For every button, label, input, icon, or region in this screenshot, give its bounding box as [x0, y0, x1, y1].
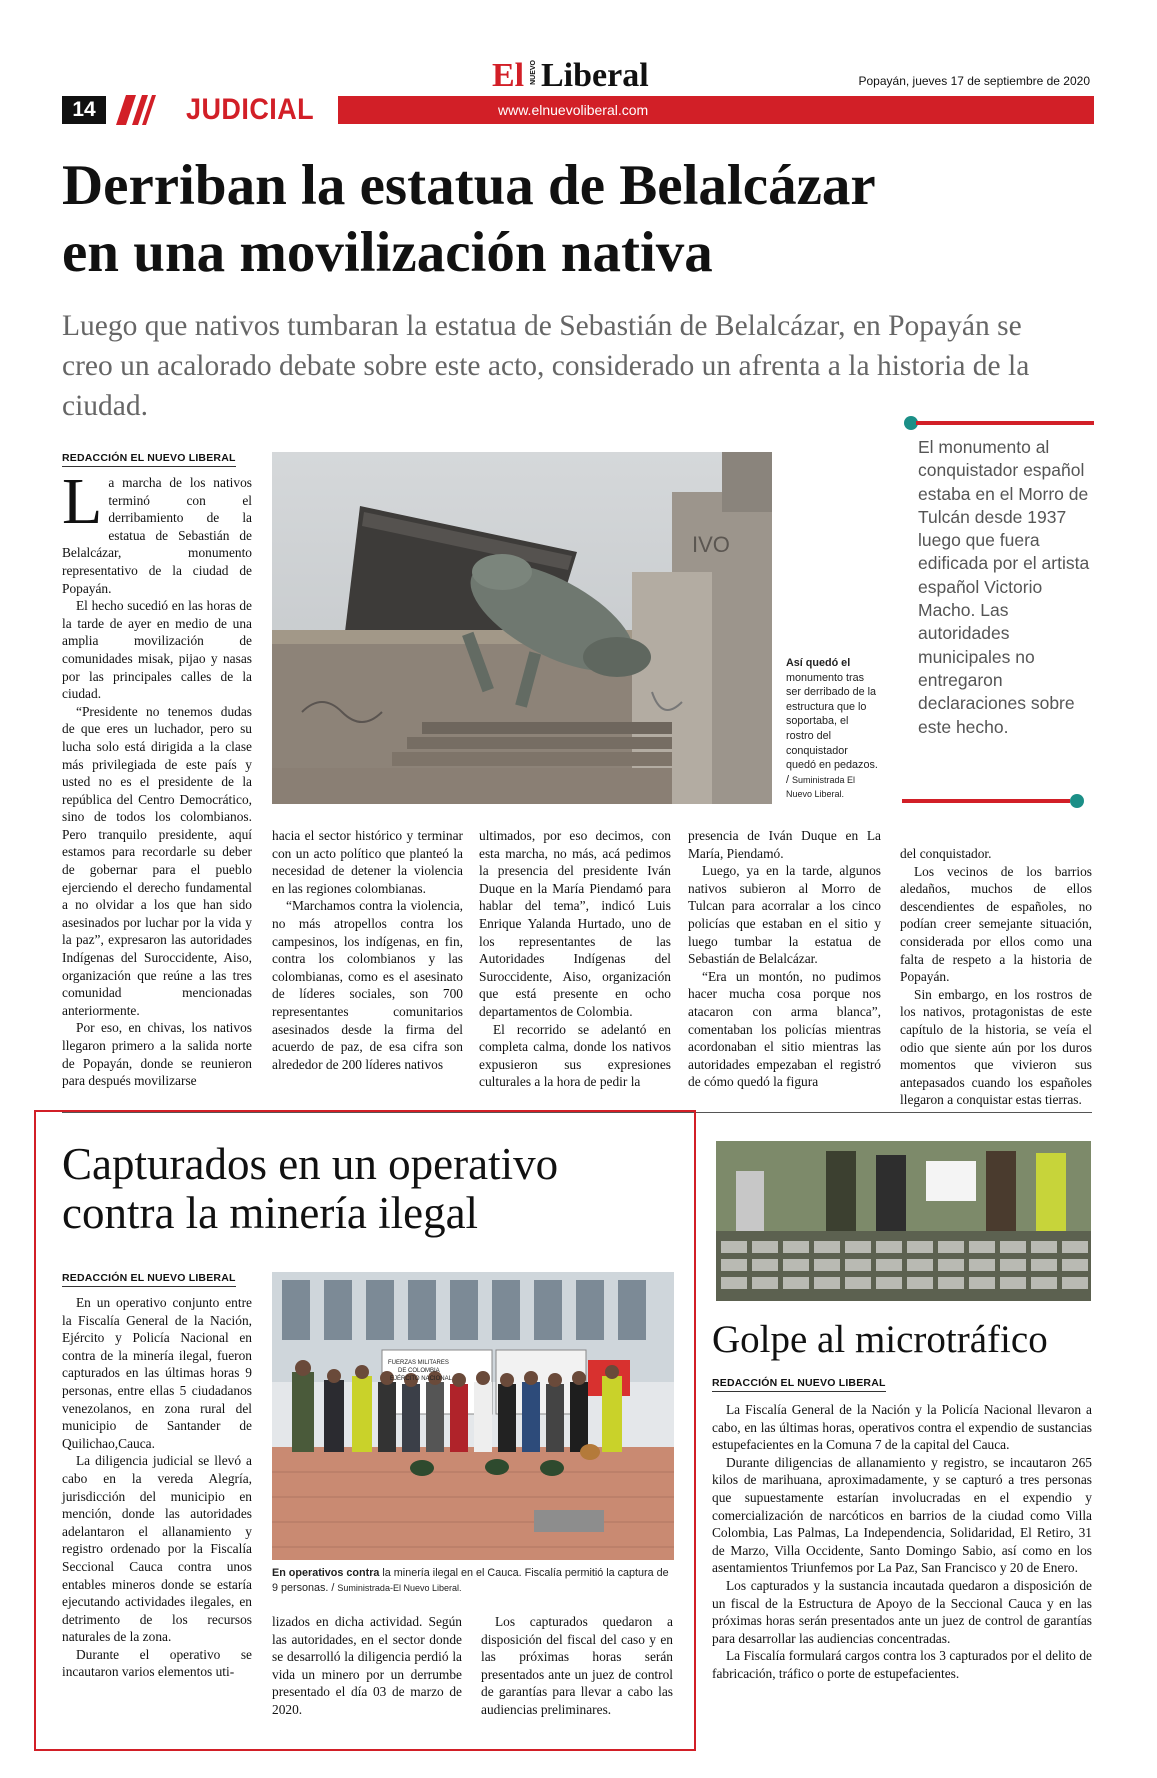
main-col-2 [272, 827, 463, 1092]
statue-caption-credit: Suministrada El Nuevo Liberal. [786, 774, 856, 800]
main-col4-p2: Luego, ya en la tarde, algunos nativos subieron al Morro de Tulcan para acorralar a los cinco policías que estaban en el sitio y luego tumbar la estatua de Sebastián de Belalcázar. [688, 863, 881, 967]
article2-col1-p3: Durante el operativo se incautaron varios elementos uti- [62, 1646, 252, 1680]
banner-left-line1: FUERZAS MILITARES [388, 1360, 449, 1366]
captured-caption-text: la minería ilegal en el Cauca. Fiscalía permitió la captura de 9 personas. / [272, 1567, 669, 1594]
main-col1-p2: El hecho sucedió en las horas de la tarde de ayer en medio de una amplia movilización de comunidades misak, pijao y nasas por las principales calles de la ciudad. [62, 598, 252, 702]
pullquote-bottom-dot [1070, 794, 1084, 808]
main-col2-p1: hacia el sector histórico y terminar con un acto político que planteó la necesidad de detener la violencia en las regiones colombianas. [272, 828, 463, 896]
main-col4-p3: “Era un montón, no pudimos hacer mucha cosa porque nos atacaron con arma blanca”, comentaban los policías mientras acordonaban el sitio mientras las autoridades empezaban el registró de cómo quedó la figura [688, 968, 881, 1090]
main-headline-line1: Derriban la estatua de Belalcázar [62, 154, 876, 217]
section-slash [112, 95, 172, 125]
captured-photo [272, 1272, 674, 1560]
svg-text:IVO: IVO [692, 532, 730, 557]
main-col5-p2: Los vecinos de los barrios aledaños, muchos de ellos descendientes de españoles, no podían creer semejante situación, considerada por ellos como una falta de respeto a la historia de Popayán. [900, 863, 1092, 985]
article3-headline: Golpe al microtráfico [712, 1318, 1048, 1361]
main-col1-p4: Por eso, en chivas, los nativos llegaron primero a la salida norte de Popayán, donde se reunieron para después movilizarse [62, 1020, 252, 1089]
article2-headline-line1: Capturados en un operativo [62, 1139, 559, 1189]
article2-col-1 [62, 1294, 252, 1734]
statue-photo [272, 452, 772, 804]
header-red-bar [338, 96, 1094, 124]
banner-left-line2: DE COLOMBIA [398, 1368, 440, 1374]
main-col3-p2: El recorrido se adelantó en completa calma, donde los nativos expusieron sus expresiones culturales a la hora de pedir la [479, 1021, 671, 1090]
logo [492, 58, 692, 94]
article2-byline: REDACCIÓN EL NUEVO LIBERAL [62, 1272, 236, 1287]
main-byline: REDACCIÓN EL NUEVO LIBERAL [62, 452, 236, 467]
statue-photo-caption [786, 656, 878, 802]
page-header [0, 0, 1157, 130]
section-title: JUDICIAL [186, 93, 315, 126]
dropcap: L [62, 465, 103, 538]
main-col-4 [688, 827, 881, 1092]
captured-caption-bold: En operativos contra [272, 1567, 380, 1579]
drug-seizure-photo [716, 1141, 1091, 1301]
main-col4-p1: presencia de Iván Duque en La María, Piendamó. [688, 828, 881, 861]
article2-col1-p2: La diligencia judicial se llevó a cabo en la vereda Alegría, jurisdicción del municipio en mención, donde las autoridades adelantaron el allanamiento y registro ordenado por la Fiscalía Seccional Cauca contra unos entables mineros donde se estaría ejecutando actividades ilegales, en detrimento de los recursos naturales de la zona. [62, 1453, 252, 1645]
main-headline-line2: en una movilización nativa [62, 221, 713, 284]
header-date: Popayán, jueves 17 de septiembre de 2020 [858, 74, 1090, 88]
pullquote-text: El monumento al conquistador español estaba en el Morro de Tulcán desde 1937 luego que fuera edificada por el artista español Victorio Macho. Las autoridades municipales no entregaron declaraciones sobre este hecho. [918, 437, 1090, 737]
logo-nuevo: NUEVO [530, 60, 537, 85]
article2-col3-p1: Los capturados quedaron a disposición del fiscal del caso y en las próximas horas serán presentados ante un juez de control de garantías para llevar a cabo las audiencias preliminares. [481, 1614, 673, 1717]
statue-caption-bold: Así quedó el [786, 657, 851, 669]
article3-body [712, 1401, 1092, 1736]
article2-headline-line2: contra la minería ilegal [62, 1188, 479, 1238]
logo-liberal: Liberal [541, 57, 649, 94]
main-col3-p1: ultimados, por eso decimos, con esta marcha, no más, acá pedimos la presencia del presidente Iván Duque en la María Piendamó para hablar del tema”, indicó Luis Enrique Yalanda Hurtado, uno de los representantes de las Autoridades Indígenas del Suroccidente, Aiso, organización que está presente en ocho departamentos de Colombia. [479, 828, 671, 1019]
article2-col1-p1: En un operativo conjunto entre la Fiscalía General de la Nación, Ejército y Policía Nacional en contra de la minería ilegal, fueron capturados en las últimas horas 9 personas, entre ellas 5 ciudadanos venezolanos, en zona rural del municipio de Santander de Quilichao,Cauca. [62, 1295, 252, 1451]
main-deck: Luego que nativos tumbaran la estatua de Sebastián de Belalcázar, en Popayán se creo un acalorado debate sobre este acto, considerado un afrenta a la historia de la ciudad. [62, 310, 1030, 422]
pullquote-box [900, 416, 1095, 816]
article3-byline: REDACCIÓN EL NUEVO LIBERAL [712, 1377, 886, 1392]
main-headline [62, 152, 1112, 286]
main-col-1 [62, 465, 252, 1092]
article2-headline [62, 1140, 682, 1238]
article3-p2: Durante diligencias de allanamiento y registro, se incautaron 265 kilos de marihuana, aproximadamente, y se capturó a tres personas que supuestamente estarían involucradas en el expendio y comercialización de narcóticos en barrios de la ciudad como Villa Colombia, Las Palmas, La Independencia, Solidaridad, El Retiro, 31 de Marzo, Villa Occidente, Santo Domingo Sabio, así como en los asentamientos Triunfemos por La Paz, San Francisco y 20 de Enero. [712, 1454, 1092, 1576]
main-col-3 [479, 827, 671, 1092]
main-col5-p3: Sin embargo, en los rostros de los nativos, protagonistas de este capítulo de la historia, se veía el odio que siente aún por los duros momentos que vivieron sus antepasados cuando los españoles llegaron a conquistar estas tierras. [900, 986, 1092, 1108]
main-col1-p1: a marcha de los nativos terminó con el derribamiento de la estatua de Sebastián de Belalcázar, monumento representativo de la ciudad de Popayán. [62, 475, 252, 596]
logo-el: El [492, 57, 525, 94]
website-link[interactable]: www.elnuevoliberal.com [498, 102, 649, 118]
article2-col-2 [272, 1613, 462, 1733]
main-col1-p3: “Presidente no tenemos dudas de que eres un luchador, pero su lucha solo está dirigida a la clase más privilegiada de este país y usted no es el presidente de la república del Centro Democrático, sino de todos los colombianos. Pero tranquilo presidente, aquí estamos para recordarle su deber de gobernar para el pueblo ejerciendo el derecho fundamental a no olvidar a los que han sido asesinados por luchar por la vida y la paz”, expresaron las autoridades Indígenas del Suroccidente, Aiso, organización que reúne a las tres comunidad mencionadas anteriormente. [62, 703, 252, 1018]
article3-p1: La Fiscalía General de la Nación y la Policía Nacional llevaron a cabo, en las últimas horas, operativos contra el expendio de sustancias estupefacientes en la Comuna 7 de la capital del Cauca. [712, 1402, 1092, 1453]
pullquote-bottom-line [902, 799, 1070, 803]
article3-p4: La Fiscalía formulará cargos contra los 3 capturados por el delito de fabricación, tráfico o porte de estupefacientes. [712, 1648, 1092, 1681]
statue-caption-text: monumento tras ser derribado de la estructura que lo soportaba, el rostro del conquistador quedó en pedazos. / [786, 671, 878, 786]
article3-p3: Los capturados y la sustancia incautada quedaron a disposición de un fiscal de la Estructura de Apoyo de la Seccional Cauca y en las próximas horas serán presentados ante un juez de control de garantías para desarrollar las audiencias concentradas. [712, 1577, 1092, 1646]
article2-col-3 [481, 1613, 673, 1733]
main-col5-p1: del conquistador. [900, 846, 992, 861]
banner-left-line3: EJÉRCITO NACIONAL [390, 1376, 452, 1382]
captured-photo-caption [272, 1566, 672, 1595]
captured-caption-credit: Suministrada-El Nuevo Liberal. [337, 1582, 462, 1593]
page-number: 14 [62, 96, 106, 124]
main-col2-p2: “Marchamos contra la violencia, no más atropellos contra los campesinos, los indígenas, en fin, contra los colombianos y las colombianas, como es el asesinato de líderes sociales, son 700 representantes comunitarios asesinados desde la firma del acuerdo de paz, de esa cifra son alrededor de 200 líderes nativos [272, 898, 463, 1072]
main-col-5 [900, 845, 1092, 1108]
article2-col2-p1: lizados en dicha actividad. Según las autoridades, en el sector donde se desarrolló la diligencia perdió la vida un minero por un derrumbe presentado el día 03 de marzo de 2020. [272, 1614, 462, 1717]
pullquote-top-line [916, 421, 1094, 425]
